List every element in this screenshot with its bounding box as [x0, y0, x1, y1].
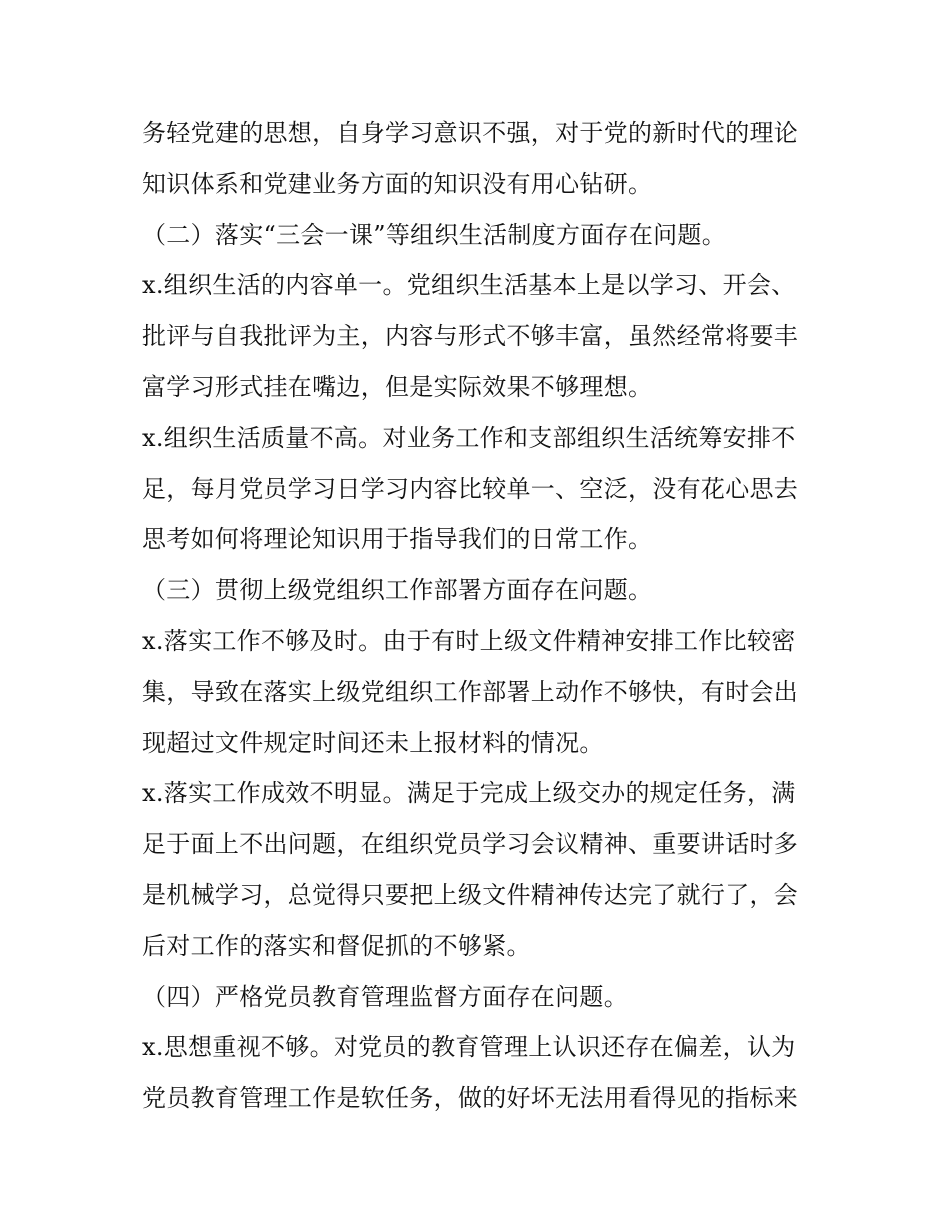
text-line: x.落实工作不够及时。由于有时上级文件精神安排工作比较密 [142, 626, 796, 655]
text-line: 思考如何将理论知识用于指导我们的日常工作。 [142, 525, 653, 554]
text-line: x.组织生活的内容单一。党组织生活基本上是以学习、开会、 [142, 271, 796, 300]
text-line: x.落实工作成效不明显。满足于完成上级交办的规定任务，满 [142, 779, 796, 808]
text-line: x.组织生活质量不高。对业务工作和支部组织生活统筹安排不 [142, 423, 796, 452]
text-line: 党员教育管理工作是软任务，做的好坏无法用看得见的指标来 [142, 1084, 799, 1113]
text-line: 是机械学习，总觉得只要把上级文件精神传达完了就行了，会 [142, 880, 799, 909]
text-line: 批评与自我批评为主，内容与形式不够丰富，虽然经常将要丰 [142, 322, 799, 351]
text-line: 集，导致在落实上级党组织工作部署上动作不够快，有时会出 [142, 677, 799, 706]
text-line: 务轻党建的思想，自身学习意识不强，对于党的新时代的理论 [142, 119, 799, 147]
section-heading: （二）落实“三会一课”等组织生活制度方面存在问题。 [142, 220, 727, 249]
text-line: 现超过文件规定时间还未上报材料的情况。 [142, 728, 604, 757]
text-line: 富学习形式挂在嘴边，但是实际效果不够理想。 [142, 372, 653, 401]
text-line: 足于面上不出问题，在组织党员学习会议精神、重要讲话时多 [142, 830, 799, 859]
document-body [142, 108, 822, 1124]
text-line: 后对工作的落实和督促抓的不够紧。 [142, 931, 531, 960]
text-line: x.思想重视不够。对党员的教育管理上认识还存在偏差，认为 [142, 1033, 796, 1062]
text-line: 足，每月党员学习日学习内容比较单一、空泛，没有花心思去 [142, 474, 799, 503]
section-heading: （三）贯彻上级党组织工作部署方面存在问题。 [142, 576, 653, 605]
section-heading: （四）严格党员教育管理监督方面存在问题。 [142, 982, 628, 1011]
text-line: 知识体系和党建业务方面的知识没有用心钻研。 [142, 169, 653, 198]
